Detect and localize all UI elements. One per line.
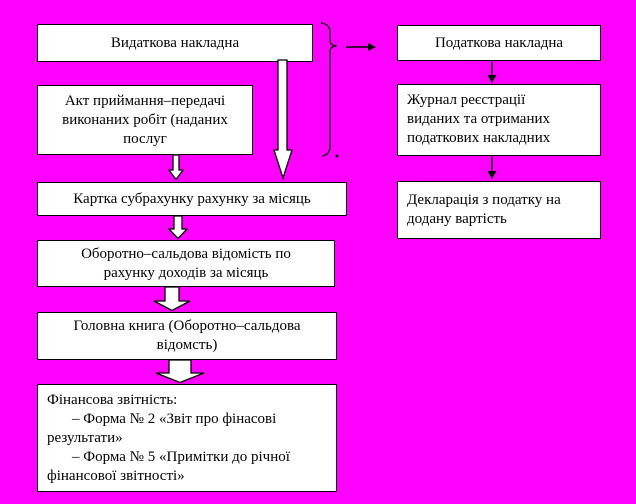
down-block-arrow-icon [272, 59, 294, 180]
box-tax-register [397, 84, 601, 156]
right-arrow-icon [345, 41, 377, 53]
box-tax-register-label: Журнал реєстрації виданих та отриманих податкових накладних [407, 92, 551, 146]
box-general-ledger [37, 312, 337, 360]
box-turnover-balance-label: Оборотно–сальдова відомість по рахунку доходів за місяць [81, 245, 291, 281]
box-subaccount-card [37, 182, 347, 216]
box-expense-invoice-label: Видаткова накладна [110, 34, 240, 51]
box-vat-declaration-label: Декларація з податку на додану вартість [407, 192, 561, 227]
down-arrow-icon [486, 156, 498, 180]
box-financial-reporting [37, 384, 337, 492]
box-subaccount-card-label: Картка субрахунку рахунку за місяць [73, 190, 311, 207]
right-curly-brace-icon [316, 20, 344, 162]
box-vat-declaration [397, 181, 601, 239]
box-acceptance-act-label: Акт приймання–передачі виконаних робіт (наданих послуг [62, 92, 228, 147]
financial-reporting-form5: – Форма № 5 «Примітки до річної фінансової звітності» [47, 449, 290, 484]
box-turnover-balance [37, 240, 335, 287]
down-arrow-icon [486, 61, 498, 84]
down-block-arrow-icon [166, 215, 190, 240]
financial-reporting-title: Фінансова звітність: [47, 392, 178, 408]
box-acceptance-act [37, 85, 253, 155]
box-general-ledger-label: Головна книга (Оборотно–сальдова відомсть) [73, 318, 301, 353]
box-expense-invoice [37, 24, 313, 62]
box-tax-invoice-label: Податкова накладна [434, 34, 564, 51]
down-block-arrow-icon [166, 154, 186, 181]
financial-reporting-form2: – Форма № 2 «Звіт про фінасові результати» [47, 411, 277, 446]
down-block-arrow-icon [152, 286, 192, 312]
box-tax-invoice [397, 25, 601, 61]
down-block-arrow-icon [154, 359, 206, 384]
